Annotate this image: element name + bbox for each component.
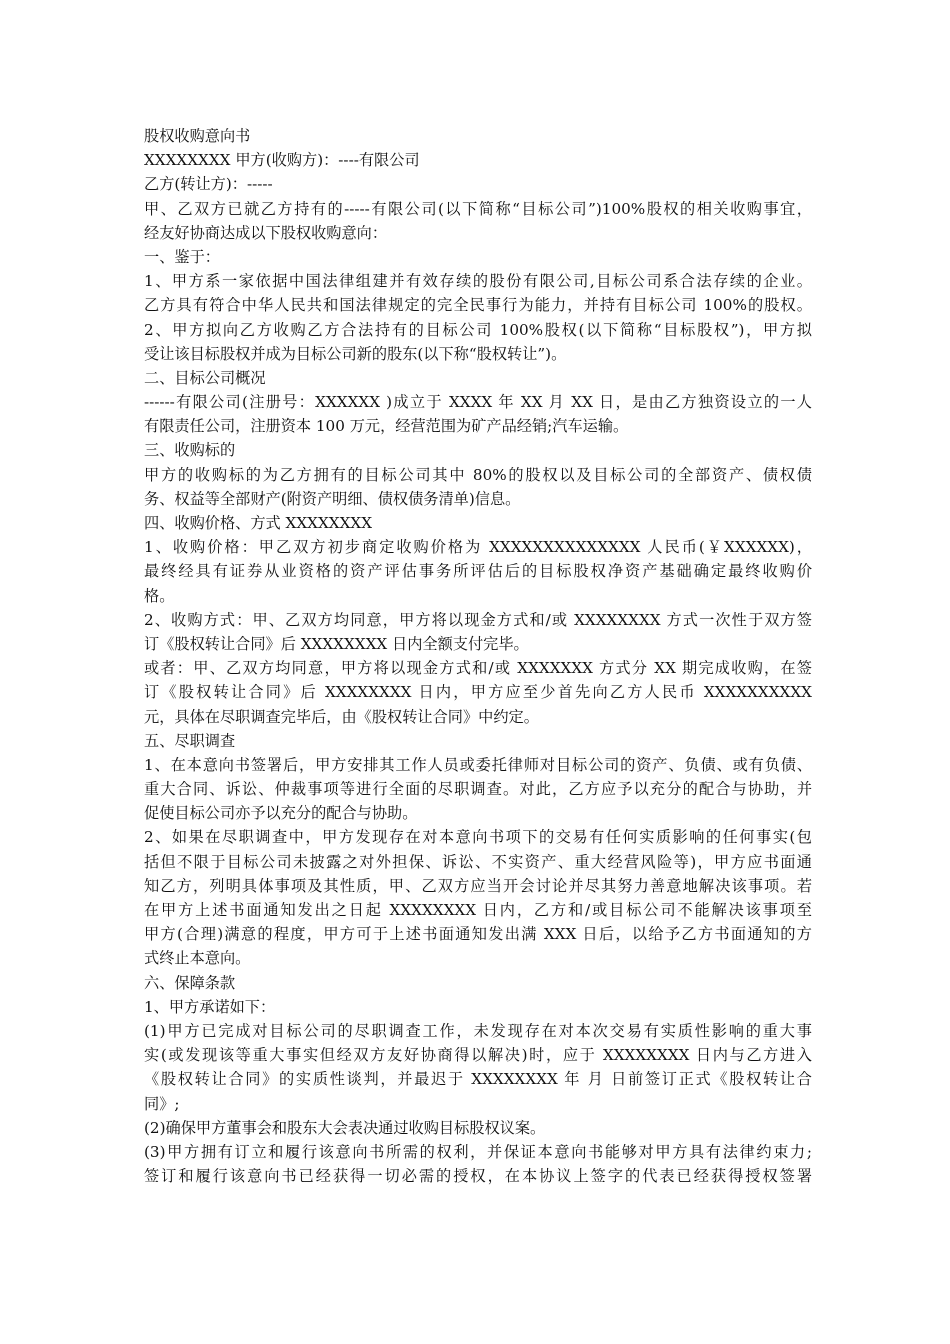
text-line: 1、收购价格：甲乙双方初步商定收购价格为 XXXXXXXXXXXXXX 人民币(￥XXXXXX)，: [144, 538, 812, 557]
text-line: (3)甲方拥有订立和履行该意向书所需的权利，并保证本意向书能够对甲方具有法律约束力;: [144, 1142, 812, 1161]
text-line: 甲方的收购标的为乙方拥有的目标公司其中 80%的股权以及目标公司的全部资产、债权债: [144, 465, 812, 484]
text-line: 签订和履行该意向书已经获得一切必需的授权，在本协议上签字的代表已经获得授权签署: [144, 1167, 812, 1186]
section-heading: 六、保障条款: [144, 973, 236, 992]
text-line: 甲方(合理)满意的程度，甲方可于上述书面通知发出满 XXX 日后，以给予乙方书面通知的方: [144, 925, 812, 944]
text-line: 式终止本意向。: [144, 949, 251, 968]
text-line: (1)甲方已完成对目标公司的尽职调查工作，未发现存在对本次交易有实质性影响的重大事: [144, 1021, 812, 1040]
text-line: 乙方具有符合中华人民共和国法律规定的完全民事行为能力，并持有目标公司 100%的股权。: [144, 296, 812, 315]
text-line: 元，具体在尽职调查完毕后，由《股权转让合同》中约定。: [144, 707, 539, 726]
text-line: 2、收购方式：甲、乙双方均同意，甲方将以现金方式和/或 XXXXXXXX 方式一次性于双方签: [144, 610, 812, 629]
text-line: 实(或发现该等重大事实但经双方友好协商得以解决)时，应于 XXXXXXXX 日内与乙方进入: [144, 1046, 812, 1065]
text-line: 2、如果在尽职调查中，甲方发现存在对本意向书项下的交易有任何实质影响的任何事实(包: [144, 828, 812, 847]
text-line: 有限责任公司，注册资本 100 万元，经营范围为矿产品经销;汽车运输。: [144, 417, 629, 436]
text-line: 2、甲方拟向乙方收购乙方合法持有的目标公司 100%股权(以下简称“目标股权”)，甲方拟: [144, 320, 812, 339]
text-line: 格。: [144, 586, 175, 605]
text-line: 1、在本意向书签署后，甲方安排其工作人员或委托律师对目标公司的资产、负债、或有负债、: [144, 755, 812, 774]
text-line: 受让该目标股权并成为目标公司新的股东(以下称“股权转让”)。: [144, 344, 567, 363]
section-heading: 五、尽职调查: [144, 731, 236, 750]
text-line: 1、甲方承诺如下：: [144, 997, 276, 1016]
section-heading: 二、目标公司概况: [144, 368, 266, 387]
text-line: 订《股权转让合同》后 XXXXXXXX 日内，甲方应至少首先向乙方人民币 XXXXXXXXXX: [144, 683, 812, 702]
party-b-line: 乙方(转让方)：-----: [144, 175, 273, 194]
section-heading: 三、收购标的: [144, 441, 236, 460]
text-line: 《股权转让合同》的实质性谈判，并最迟于 XXXXXXXX 年 月 日前签订正式《股权转让合: [144, 1070, 812, 1089]
text-line: (2)确保甲方董事会和股东大会表决通过收购目标股权议案。: [144, 1118, 546, 1137]
text-line: 务、权益等全部财产(附资产明细、债权债务清单)信息。: [144, 489, 521, 508]
text-line: 同》;: [144, 1094, 180, 1113]
section-heading: 一、鉴于：: [144, 247, 220, 266]
text-line: 在甲方上述书面通知发出之日起 XXXXXXXX 日内，乙方和/或目标公司不能解决该事项至: [144, 901, 812, 919]
text-line: 知乙方，列明具体事项及其性质，甲、乙双方应当开会讨论并尽其努力善意地解决该事项。若: [144, 876, 812, 895]
party-a-line: XXXXXXXX 甲方(收购方)：----有限公司: [144, 151, 420, 170]
text-line: 经友好协商达成以下股权收购意向：: [144, 223, 387, 242]
section-heading: 四、收购价格、方式 XXXXXXXX: [144, 514, 373, 532]
text-line: 促使目标公司亦予以充分的配合与协助。: [144, 804, 418, 823]
text-line: ------有限公司(注册号：XXXXXX )成立于 XXXX 年 XX 月 XX 日，是由乙方独资设立的一人: [144, 393, 812, 412]
document-title: 股权收购意向书: [144, 127, 251, 145]
text-line: 订《股权转让合同》后 XXXXXXXX 日内全额支付完毕。: [144, 634, 529, 653]
text-line: 重大合同、诉讼、仲裁事项等进行全面的尽职调查。对此，乙方应予以充分的配合与协助，并: [144, 780, 812, 799]
text-line: 1、甲方系一家依据中国法律组建并有效存续的股份有限公司,目标公司系合法存续的企业。: [144, 272, 812, 291]
document-body: [144, 124, 812, 1188]
text-line: 最终经具有证券从业资格的资产评估事务所评估后的目标股权净资产基础确定最终收购价: [144, 562, 812, 581]
text-line: 甲、乙双方已就乙方持有的-----有限公司(以下简称“目标公司”)100%股权的相关收购事宜，: [144, 199, 812, 218]
text-line: 或者：甲、乙双方均同意，甲方将以现金方式和/或 XXXXXXX 方式分 XX 期完成收购，在签: [144, 659, 812, 678]
text-line: 括但不限于目标公司未披露之对外担保、诉讼、不实资产、重大经营风险等)，甲方应书面通: [144, 852, 812, 871]
